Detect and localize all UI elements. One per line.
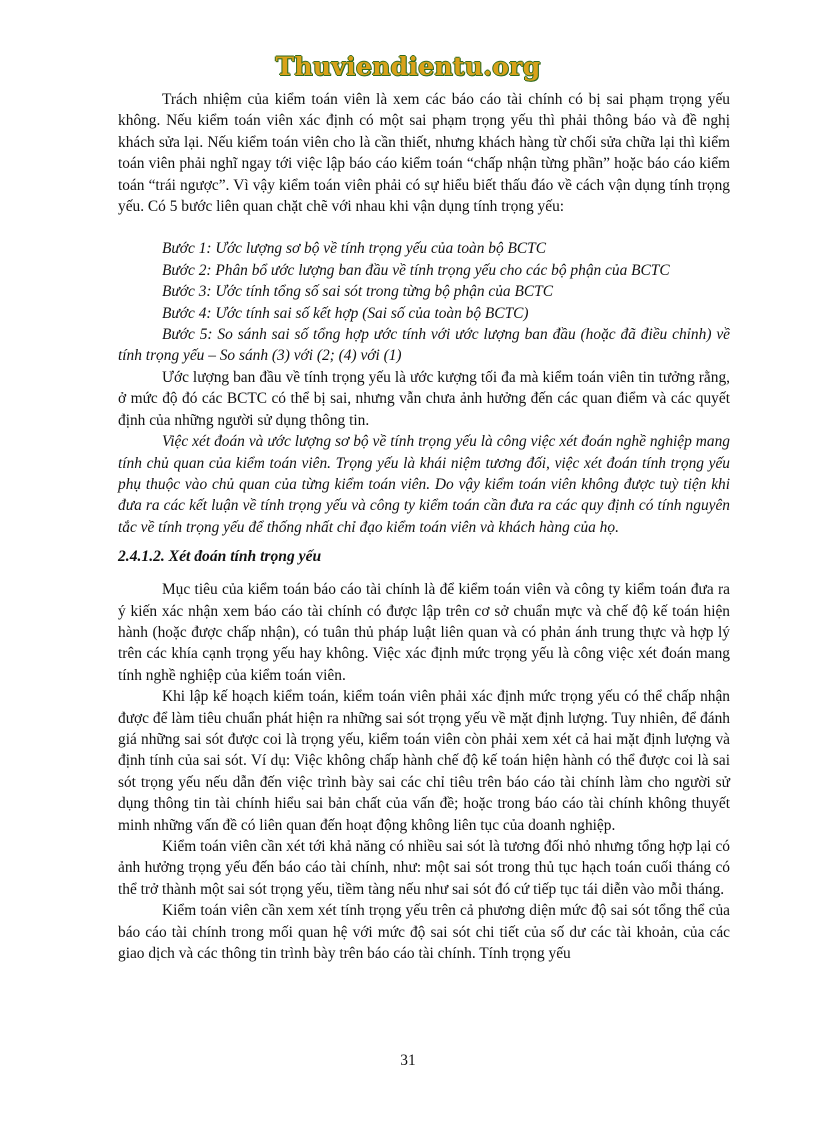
body-paragraph: Mục tiêu của kiểm toán báo cáo tài chính là để kiểm toán viên và công ty kiểm toán đưa ra ý kiến xác nhận xem báo cáo tài chính có được lập trên cơ sở chuẩn mực và chế độ kế toán hiện hành (hoặc được chấp nhận), có tuân thủ pháp luật liên quan và có phản ánh trung thực và hợp lý trên các khía cạnh trọng yếu hay không. Việc xác định mức trọng yếu là công việc xét đoán mang tính nghề nghiệp của kiểm toán viên. — [118, 581, 730, 684]
intro-paragraph: Trách nhiệm của kiểm toán viên là xem các báo cáo tài chính có bị sai phạm trọng yếu không. Nếu kiểm toán viên xác định có một sai phạm trọng yếu thì phải thông báo và đề nghị khách sửa lại. Nếu kiểm toán viên cho là cần thiết, nhưng khách hàng từ chối sửa chữa lại thì kiểm toán viên phải nghĩ ngay tới việc lập báo cáo kiểm toán “chấp nhận từng phần” hoặc báo cáo kiểm toán “trái ngược”. Vì vậy kiểm toán viên phải có sự hiểu biết thấu đáo về cách vận dụng tính trọng yếu. Có 5 bước liên quan chặt chẽ với nhau khi vận dụng tính trọng yếu: — [118, 91, 730, 216]
steps-list — [118, 238, 730, 366]
step-item: Bước 3: Ước tính tổng số sai sót trong từng bộ phận của BCTC — [162, 283, 553, 301]
judgment-paragraph: Việc xét đoán và ước lượng sơ bộ về tính trọng yếu là công việc xét đoán nghề nghiệp mang tính chủ quan của kiểm toán viên. Trọng yếu là khái niệm tương đối, việc xét đoán tính trọng yếu phụ thuộc vào chủ quan của từng kiểm toán viên. Do vậy kiểm toán viên không được tuỳ tiện khi đưa ra các kết luận về tính trọng yếu và công ty kiểm toán cần đưa ra các quy định có tính nguyên tắc về tính trọng yếu để thống nhất chỉ đạo kiểm toán viên và khách hàng của họ. — [118, 433, 730, 536]
site-watermark: Thuviendientu.org — [275, 52, 541, 81]
step-item: Bước 4: Ước tính sai số kết hợp (Sai số của toàn bộ BCTC) — [162, 304, 529, 322]
document-body — [118, 89, 730, 964]
estimate-paragraph: Ước lượng ban đầu về tính trọng yếu là ước kượng tối đa mà kiểm toán viên tin tưởng rằng, ở mức độ đó các BCTC có thể bị sai, nhưng vẫn chưa ảnh hưởng đến các quan điểm và các quyết định của những người sử dụng thông tin. — [118, 368, 730, 429]
step-item: Bước 5: So sánh sai số tổng hợp ước tính với ước lượng ban đầu (hoặc đã điều chỉnh) về tính trọng yếu – So sánh (3) với (2; (4) với (1) — [118, 326, 730, 365]
step-item: Bước 2: Phân bổ ước lượng ban đầu về tính trọng yếu cho các bộ phận của BCTC — [162, 261, 670, 279]
section-heading: 2.4.1.2. Xét đoán tính trọng yếu — [118, 548, 322, 566]
body-paragraph: Kiểm toán viên cần xem xét tính trọng yếu trên cả phương diện mức độ sai sót tổng thể của báo cáo tài chính trong mối quan hệ với mức độ sai sót chi tiết của số dư các tài khoản, của các giao dịch và các thông tin trình bày trên báo cáo tài chính. Tính trọng yếu — [118, 902, 730, 963]
page-number: 31 — [400, 1052, 416, 1069]
step-item: Bước 1: Ước lượng sơ bộ về tính trọng yếu của toàn bộ BCTC — [162, 240, 546, 258]
body-paragraph: Kiểm toán viên cần xét tới khả năng có nhiều sai sót là tương đối nhỏ nhưng tổng hợp lại có ảnh hưởng trọng yếu đến báo cáo tài chính, như: một sai sót trong thủ tục hạch toán cuối tháng có thể trở thành một sai sót trọng yếu, tiềm tàng nếu như sai sót đó cứ tiếp tục tái diễn vào mỗi tháng. — [118, 838, 730, 898]
body-paragraph: Khi lập kế hoạch kiểm toán, kiểm toán viên phải xác định mức trọng yếu có thể chấp nhận được để làm tiêu chuẩn phát hiện ra những sai sót trọng yếu về mặt định lượng. Tuy nhiên, để đánh giá những sai sót được coi là trọng yếu, kiểm toán viên còn phải xem xét cả hai mặt định lượng và định tính của sai sót. Ví dụ: Việc không chấp hành chế độ kế toán hiện hành có thể được coi là sai sót trọng yếu nếu dẫn đến việc trình bày sai các chỉ tiêu trên báo cáo tài chính làm cho người sử dụng thông tin tài chính hiểu sai bản chất của vấn đề; hoặc trong báo cáo tài chính không thuyết minh những vấn đề có liên quan đến hoạt động không liên tục của doanh nghiệp. — [118, 688, 730, 834]
